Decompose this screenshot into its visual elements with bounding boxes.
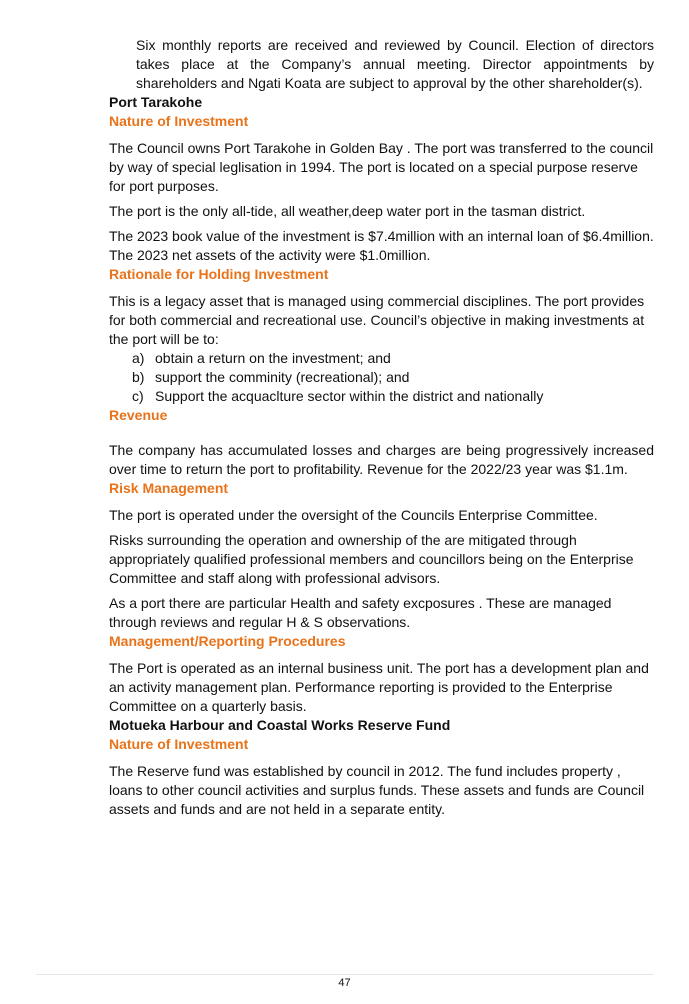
list-item: [109, 368, 654, 387]
list-item-text: obtain a return on the investment; and: [155, 350, 391, 366]
list-marker: b): [132, 369, 145, 385]
subheading-revenue: Revenue: [109, 407, 168, 423]
risk-paragraph-1: The port is operated under the oversight of the Councils Enterprise Committee.: [109, 507, 598, 523]
risk-paragraph-2: Risks surrounding the operation and ownership of the are mitigated through appropriately qualified professional members and councillors being on the Enterprise Committee and staff along with professional advisors.: [109, 532, 634, 586]
subheading-nature-of-investment: Nature of Investment: [109, 113, 249, 129]
motueka-nature-paragraph: The Reserve fund was established by council in 2012. The fund includes property , loans to other council activities and surplus funds. These assets and funds are Council assets and funds and are not held in a separate entity.: [109, 763, 645, 817]
revenue-paragraph: The company has accumulated losses and charges are being progressively increased over time to return the port to profitability. Revenue for the 2022/23 year was $1.1m.: [109, 442, 654, 477]
risk-paragraph-3: As a port there are particular Health and safety excposures . These are managed through reviews and regular H & S observations.: [109, 595, 612, 630]
footer-divider: [36, 974, 654, 975]
subheading-management-reporting: Management/Reporting Procedures: [109, 633, 346, 649]
nature-paragraph-2: The port is the only all-tide, all weather,deep water port in the tasman district.: [109, 203, 586, 219]
nature-paragraph-3: The 2023 book value of the investment is $7.4million with an internal loan of $6.4million. The 2023 net assets of the activity were $1.0million.: [109, 228, 654, 263]
subheading-rationale: Rationale for Holding Investment: [109, 266, 329, 282]
page-number: 47: [338, 977, 351, 989]
list-item-text: Support the acquaclture sector within the district and nationally: [155, 388, 544, 404]
subheading-risk-management: Risk Management: [109, 480, 229, 496]
management-paragraph: The Port is operated as an internal business unit. The port has a development plan and an activity management plan. Performance reporting is provided to the Enterprise Committee on a quarterly basis.: [109, 660, 649, 714]
list-item: [109, 387, 654, 406]
objectives-list: [109, 349, 654, 406]
list-item-text: support the comminity (recreational); and: [155, 369, 410, 385]
list-marker: c): [132, 388, 144, 404]
section-heading-port-tarakohe: Port Tarakohe: [109, 94, 203, 110]
intro-paragraph: Six monthly reports are received and reviewed by Council. Election of directors takes place at the Company’s annual meeting. Director appointments by shareholders and Ngati Koata are subject to approval by the other shareholder(s).: [136, 37, 654, 91]
subheading-motueka-nature: Nature of Investment: [109, 736, 249, 752]
section-heading-motueka: Motueka Harbour and Coastal Works Reserve Fund: [109, 717, 451, 733]
page-content: [109, 36, 654, 819]
nature-paragraph-1: The Council owns Port Tarakohe in Golden Bay . The port was transferred to the council by way of special leglisation in 1994. The port is located on a special purpose reserve for port purposes.: [109, 140, 654, 194]
list-item: [109, 349, 654, 368]
rationale-paragraph: This is a legacy asset that is managed using commercial disciplines. The port provides for both commercial and recreational use. Council’s objective in making investments at the port will be to:: [109, 293, 645, 347]
list-marker: a): [132, 350, 145, 366]
